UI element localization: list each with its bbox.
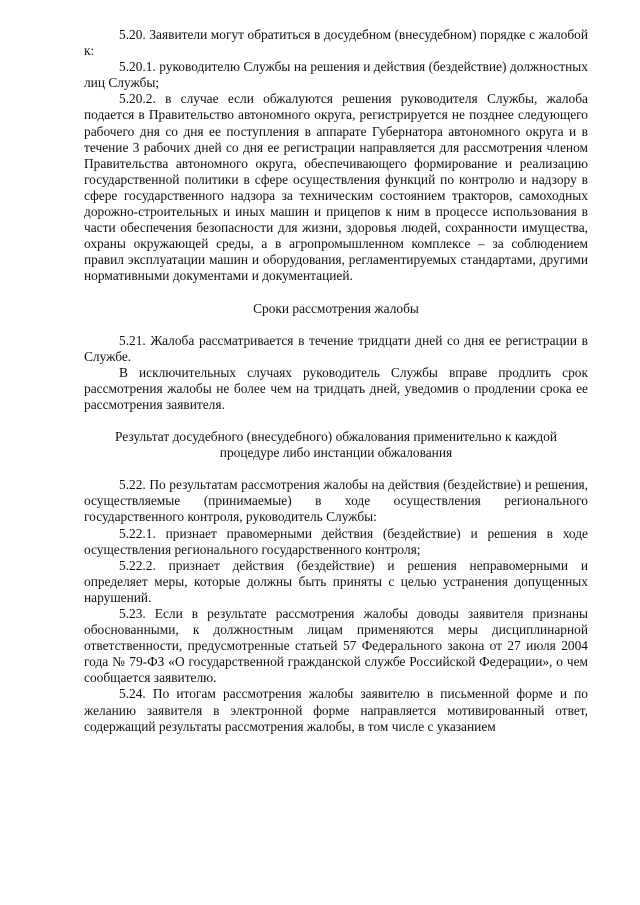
paragraph-5-21: 5.21. Жалоба рассматривается в течение тридцати дней со дня ее регистрации в Службе.	[84, 332, 588, 364]
paragraph-5-20: 5.20. Заявители могут обратиться в досудебном (внесудебном) порядке с жалобой к:	[84, 27, 588, 59]
section-heading-terms: Сроки рассмотрения жалобы	[253, 300, 419, 316]
document-body	[84, 27, 588, 735]
paragraph-5-21-exceptions: В исключительных случаях руководитель Службы вправе продлить срок рассмотрения жалобы не более чем на тридцать дней, уведомив о продлении срока ее рассмотрения заявителя.	[84, 364, 588, 412]
section-heading-result: Результат досудебного (внесудебного) обжалования применительно к каждой процедуре либо инстанции обжалования	[115, 429, 557, 461]
paragraph-5-20-1: 5.20.1. руководителю Службы на решения и действия (бездействие) должностных лиц Службы;	[84, 59, 588, 91]
paragraph-5-20-2: 5.20.2. в случае если обжалуются решения руководителя Службы, жалоба подается в Правительство автономного округа, регистрируется не позднее следующего рабочего дня со дня ее поступления в аппарате Губернатора автономного округа и в течение 3 рабочих дней со дня ее регистрации направляется для рассмотрения членом Правительства автономного округа, обеспечивающего формирование и реализацию государственной политики в сфере осуществления функций по контролю и надзору в сфере государственного надзора за техническим состоянием тракторов, самоходных дорожно-строительных и иных машин и прицепов к ним в процессе использования в части обеспечения безопасности для жизни, здоровья людей, сохранности имущества, охраны окружающей среды, а в агропромышленном комплексе – за соблюдением правил эксплуатации машин и оборудования, регламентируемых стандартами, другими нормативными документами и документацией.	[84, 91, 588, 284]
paragraph-5-24: 5.24. По итогам рассмотрения жалобы заявителю в письменной форме и по желанию заявителя в электронной форме направляется мотивированный ответ, содержащий результаты рассмотрения жалобы, в том числе с указанием	[84, 686, 588, 734]
paragraph-5-22-2: 5.22.2. признает действия (бездействие) и решения неправомерными и определяет меры, которые должны быть приняты с целью устранения допущенных нарушений.	[84, 557, 588, 605]
paragraph-5-22-1: 5.22.1. признает правомерными действия (бездействие) и решения в ходе осуществления регионального государственного контроля;	[84, 525, 588, 557]
paragraph-5-23: 5.23. Если в результате рассмотрения жалобы доводы заявителя признаны обоснованными, к должностным лицам применяются меры дисциплинарной ответственности, предусмотренные статьей 57 Федерального закона от 27 июля 2004 года № 79-ФЗ «О государственной гражданской службе Российской Федерации», о чем сообщается заявителю.	[84, 606, 588, 686]
paragraph-5-22: 5.22. По результатам рассмотрения жалобы на действия (бездействие) и решения, осуществляемые (принимаемые) в ходе осуществления регионального государственного контроля, руководитель Службы:	[84, 477, 588, 525]
